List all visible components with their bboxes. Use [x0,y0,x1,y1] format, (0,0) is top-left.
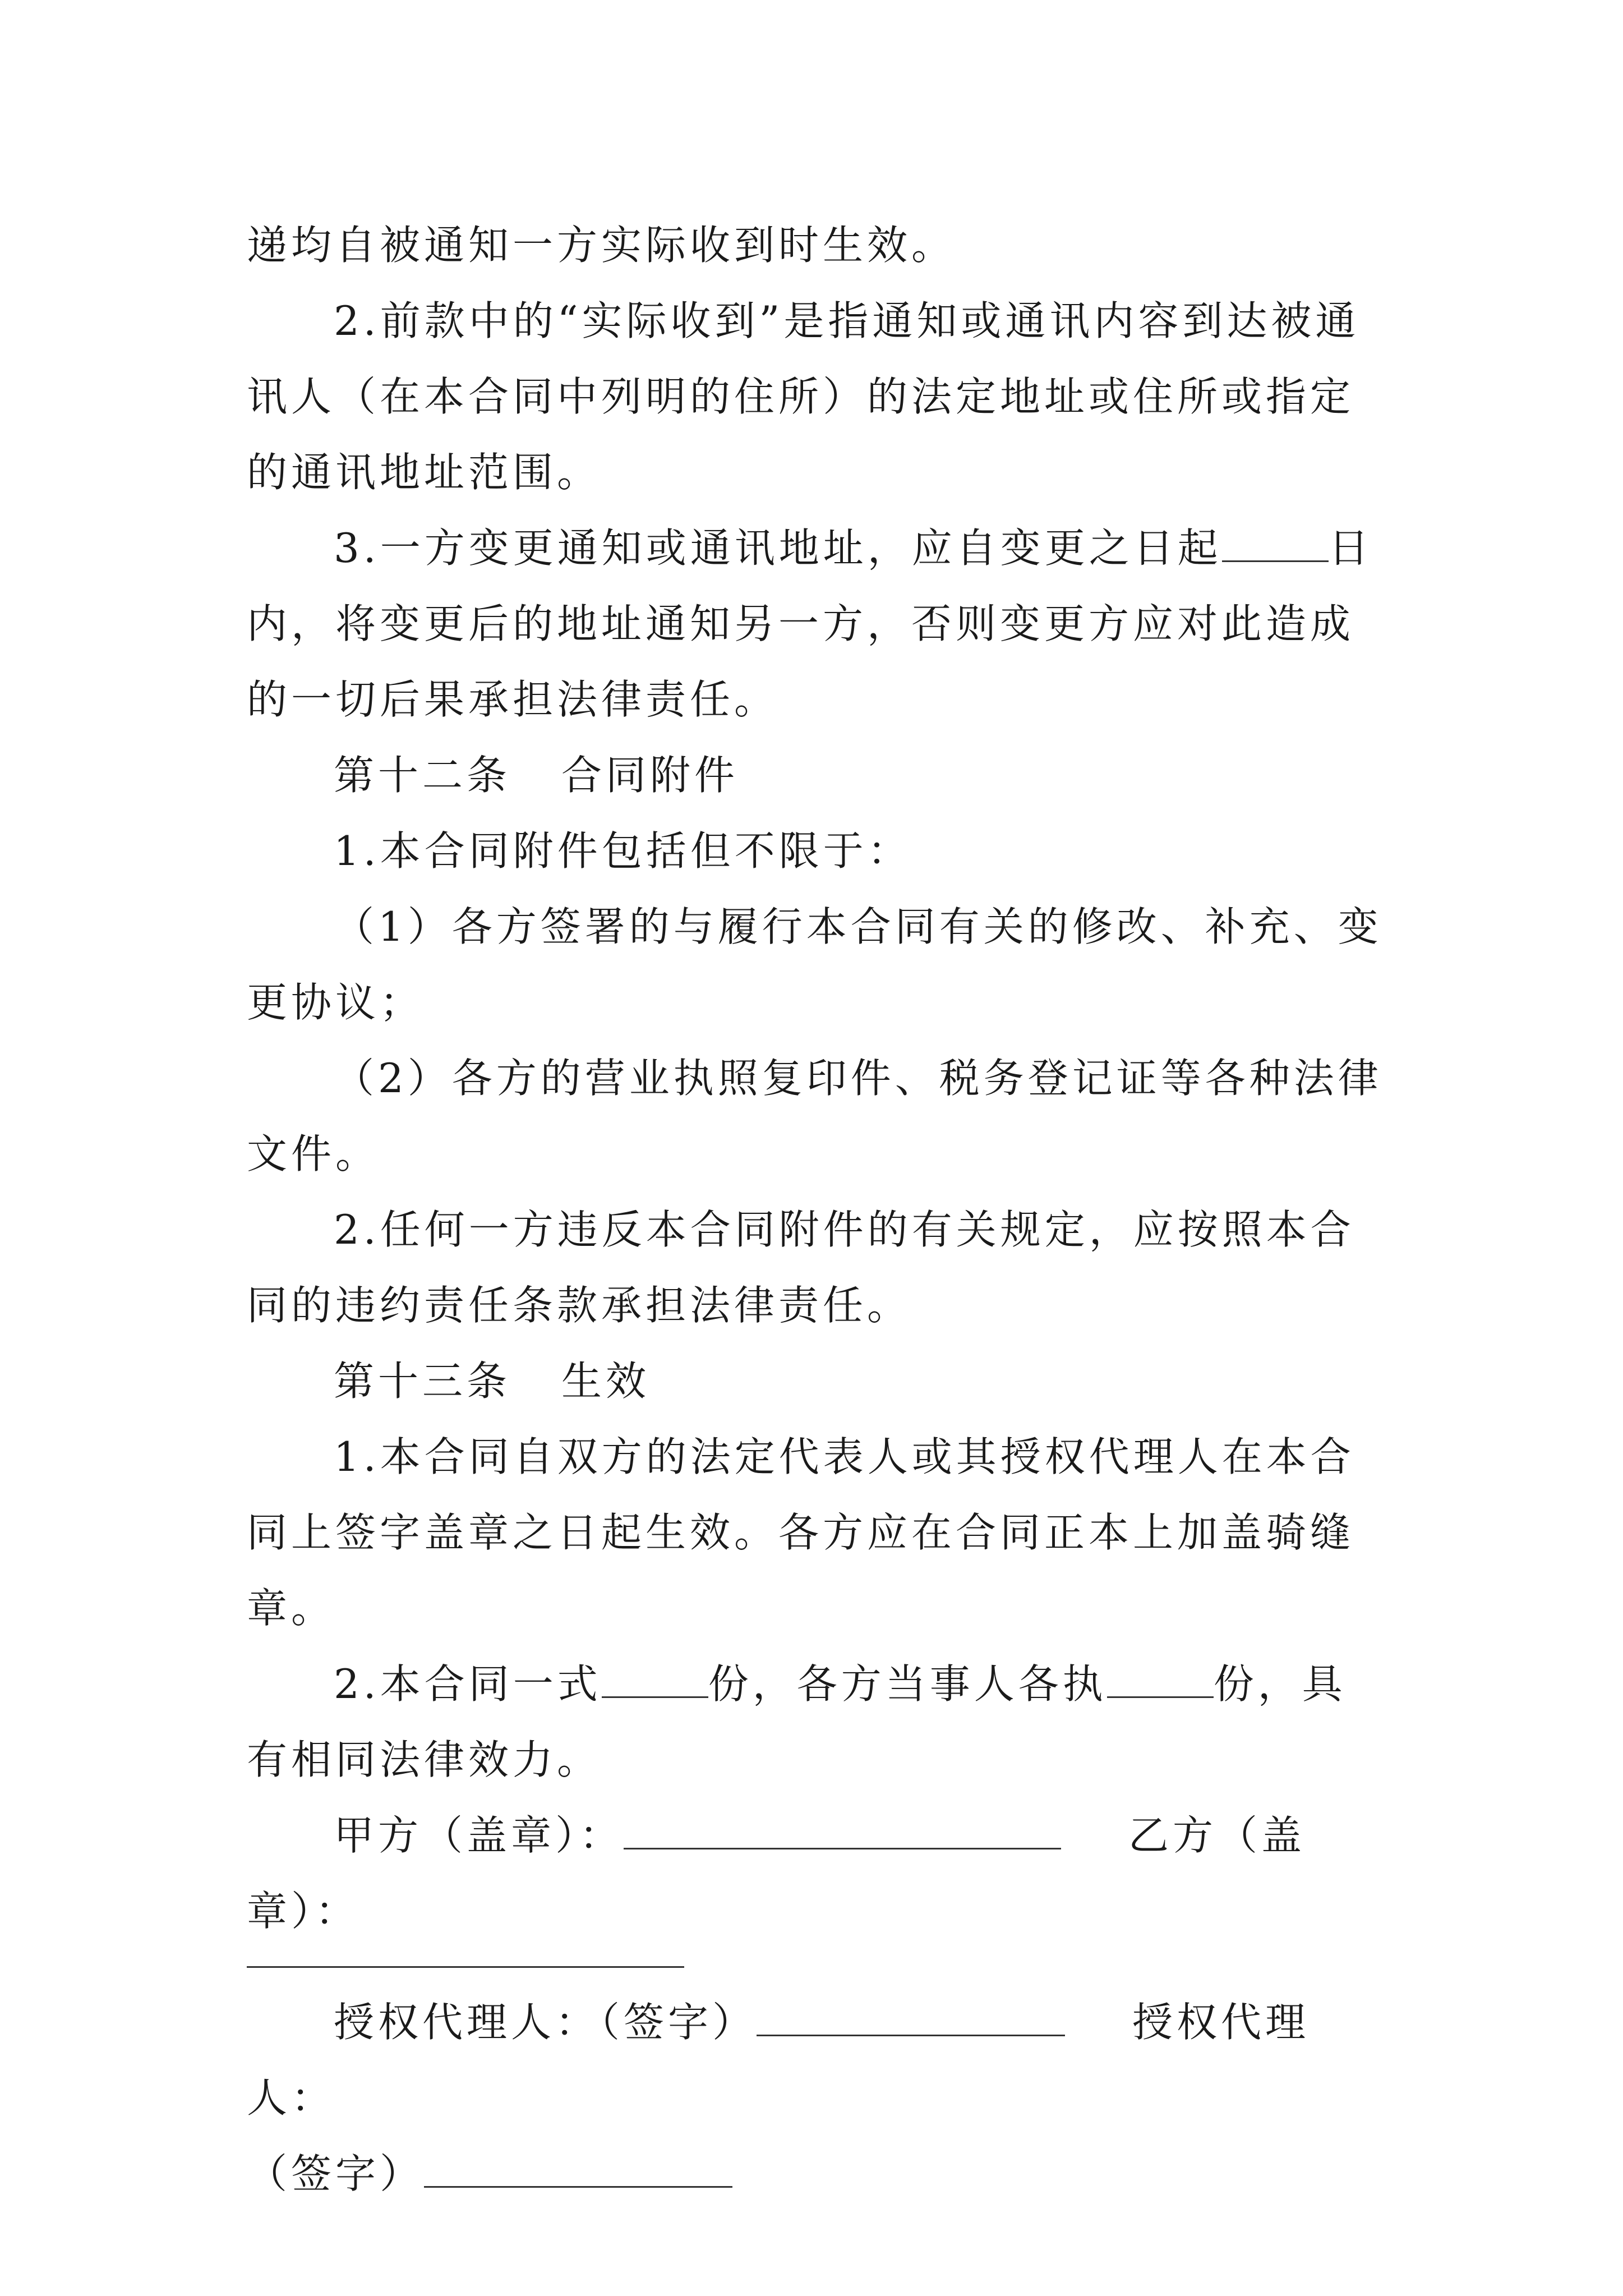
copies-total-blank [602,1662,708,1698]
paragraph-address-change [247,510,1385,738]
document-body [247,208,1385,2212]
agent-b-sign-label: （签字） [247,2150,425,2197]
paragraph-effectiveness: 1.本合同自双方的法定代表人或其授权代理人在本合同上签字盖章之日起生效。各方应在合同正本上加盖骑缝章。 [247,1433,1355,1632]
paragraph-attachment-breach: 2.任何一方违反本合同附件的有关规定，应按照本合同的违约责任条款承担法律责任。 [247,1206,1355,1329]
paragraph-delivery-effect: 递均自被通知一方实际收到时生效。 [247,222,956,269]
agent-line [247,1985,1385,2136]
agent-b-label: 授权代理人： [247,1999,1310,2122]
paragraph-attachment-item-1: （1）各方签署的与履行本合同有关的修改、补充、变更协议； [247,903,1382,1026]
paragraph-attachment-item-2: （2）各方的营业执照复印件、税务登记证等各种法律文件。 [247,1055,1382,1177]
article-13-number: 第十三条 [334,1358,511,1405]
seal-line [247,1798,1385,1949]
party-b-seal-blank [247,1966,684,1968]
article-12-heading [247,738,1385,813]
party-b-seal-label: 乙方（盖章）： [247,1812,1306,1935]
address-change-text-start: 3.一方变更通知或通讯地址，应自变更之日起 [334,524,1222,572]
agent-b-signature-blank [424,2151,732,2188]
copies-each-blank [1107,1662,1214,1698]
article-12-number: 第十二条 [334,752,511,799]
paragraph-attachments-include: 1.本合同附件包括但不限于： [334,827,912,875]
agent-a-signature-blank [757,2000,1065,2036]
copies-text-2: 份，各方当事人各执 [708,1660,1107,1708]
copies-text-3: 份，具有相同法律效力。 [247,1660,1347,1783]
paragraph-copies [247,1646,1385,1798]
party-a-seal-blank [624,1813,1061,1849]
article-12-title: 合同附件 [561,752,739,799]
article-13-heading [247,1343,1385,1419]
agent-b-sign-line [247,2136,1385,2212]
days-blank [1222,526,1329,562]
paragraph-actual-receipt: 2.前款中的“实际收到”是指通知或通讯内容到达被通讯人（在本合同中列明的住所）的法定地址或住所或指定的通讯地址范围。 [247,297,1360,496]
address-change-text-end: 日内，将变更后的地址通知另一方，否则变更方应对此造成的一切后果承担法律责任。 [247,524,1373,723]
party-a-seal-label: 甲方（盖章）： [334,1812,624,1859]
article-13-title: 生效 [561,1358,651,1405]
copies-text-1: 2.本合同一式 [334,1660,602,1708]
agent-a-label: 授权代理人：（签字） [334,1999,757,2046]
